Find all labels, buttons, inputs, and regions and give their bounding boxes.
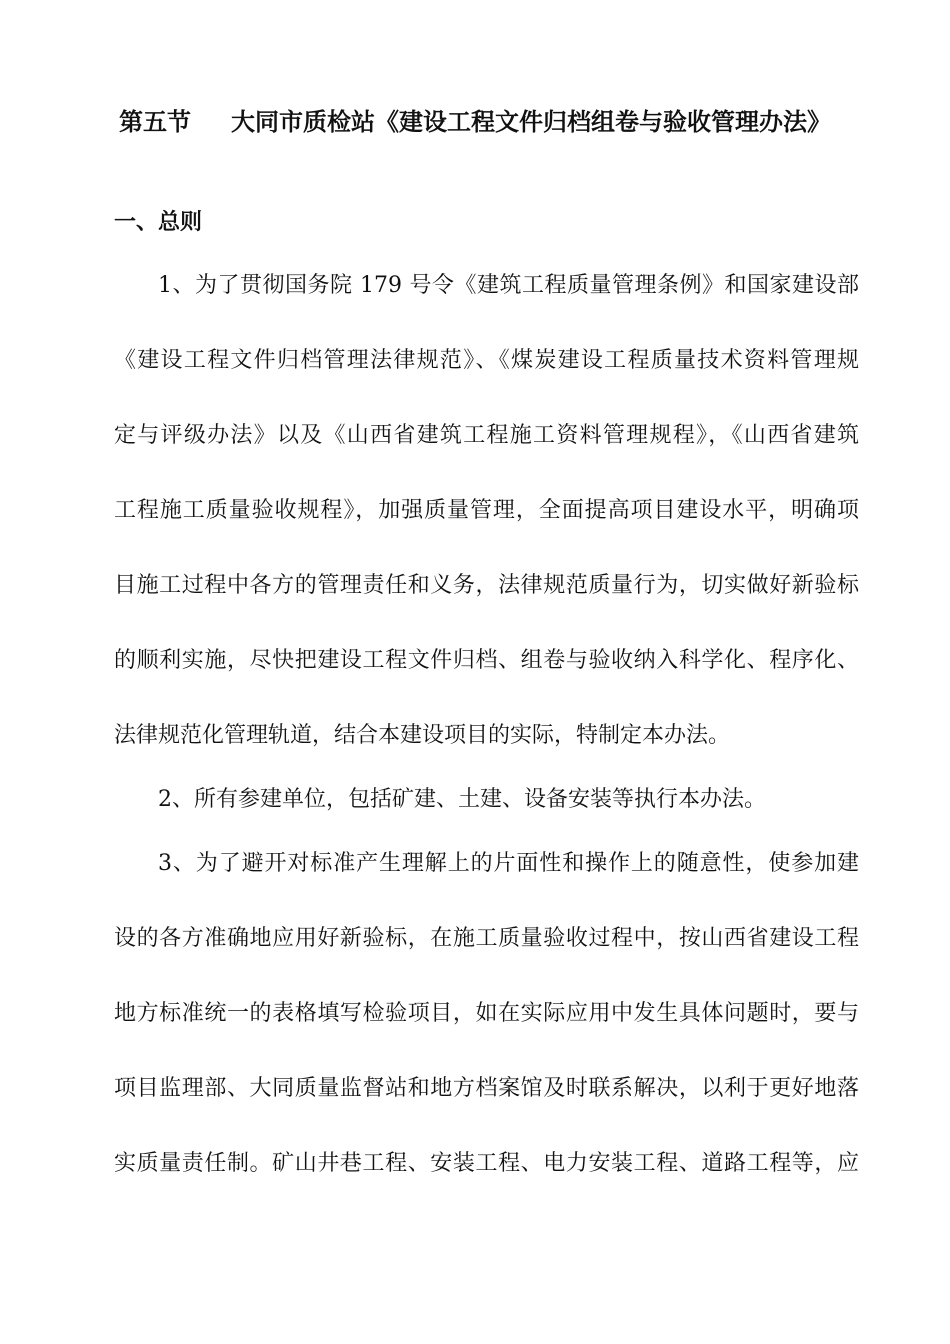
section-number: 第五节 [119,107,191,136]
paragraph-line: 法律规范化管理轨道，结合本建设项目的实际，特制定本办法。 [114,723,731,748]
section-heading: 一、总则 [114,209,203,235]
paragraph-line: 定与评级办法》以及《山西省建筑工程施工资料管理规程》，《山西省建筑 [114,423,859,448]
paragraph-line: 《建设工程文件归档管理法律规范》、《煤炭建设工程质量技术资料管理规 [114,348,859,373]
paragraph-line: 项目监理部、大同质量监督站和地方档案馆及时联系解决，以利于更好地落 [114,1076,859,1101]
paragraph-line: 2、所有参建单位，包括矿建、土建、设备安装等执行本办法。 [158,787,766,812]
document-title [0,104,950,140]
paragraph-line: 设的各方准确地应用好新验标，在施工质量验收过程中，按山西省建设工程 [114,926,859,951]
paragraph-line: 目施工过程中各方的管理责任和义务，法律规范质量行为，切实做好新验标 [114,573,859,598]
title-text: 大同市质检站《建设工程文件归档组卷与验收管理办法》 [231,107,831,136]
paragraph-line: 的顺利实施，尽快把建设工程文件归档、组卷与验收纳入科学化、程序化、 [114,648,859,673]
paragraph-line: 1、为了贯彻国务院 179 号令《建筑工程质量管理条例》和国家建设部 [158,273,859,298]
paragraph-line: 3、为了避开对标准产生理解上的片面性和操作上的随意性，使参加建 [158,851,859,876]
paragraph-line: 工程施工质量验收规程》，加强质量管理，全面提高项目建设水平，明确项 [114,498,859,523]
paragraph-line: 地方标准统一的表格填写检验项目，如在实际应用中发生具体问题时，要与 [114,1001,859,1026]
paragraph-line: 实质量责任制。矿山井巷工程、安装工程、电力安装工程、道路工程等，应 [114,1151,859,1176]
